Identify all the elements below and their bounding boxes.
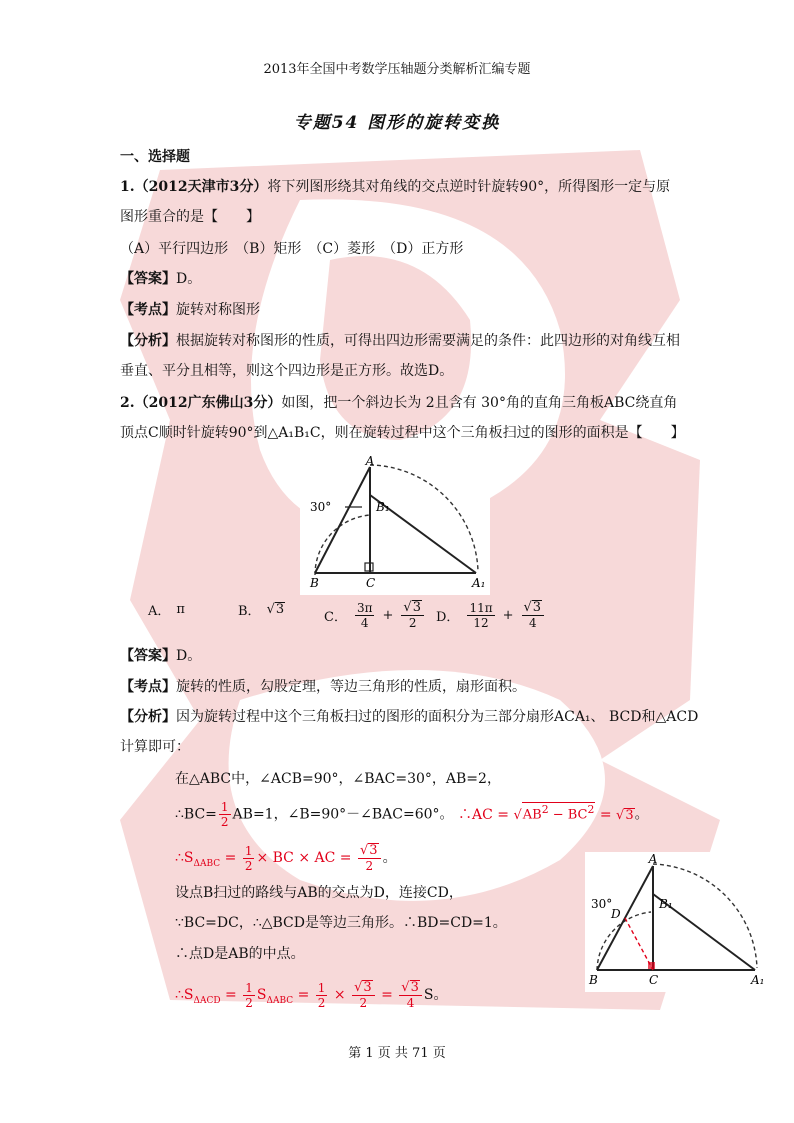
q2-option-a: A． π — [148, 602, 185, 619]
q2-option-b: B． √3 — [238, 602, 285, 619]
solution-step6: ∴点D是AB的中点。 — [175, 946, 305, 962]
q2-line1: 2.（2012广东佛山3分）如图，把一个斜边长为 2且含有 30°角的直角三角板ABC绕直角 — [120, 395, 678, 411]
solution-step4: 设点B扫过的路线与AB的交点为D，连接CD， — [175, 885, 463, 901]
label-angle: 30° — [310, 500, 332, 514]
fig2-label-B: B — [589, 973, 598, 987]
solution-step2: ∴BC= $\frac{1}{2}$ AB=1，∠B=90°－∠BAC=60°。 ∴AC = $√AB^2 - BC^2 = √3$。 — [175, 800, 649, 829]
label-B: B — [310, 576, 319, 590]
rotation-figure — [300, 455, 490, 595]
q2-kaodian: 【考点】旋转的性质，勾股定理，等边三角形的性质，扇形面积。 — [120, 679, 526, 695]
label-A: A — [365, 455, 375, 468]
section-heading: 一、选择题 — [120, 149, 190, 165]
q1-fenxi2: 垂直、平分且相等，则这个四边形是正方形。故选D。 — [120, 363, 454, 379]
label-A1: A₁ — [472, 576, 486, 590]
q2-option-c: C． $\frac{3\pi}{4}$ + $\frac{√3}{2}$ — [324, 600, 426, 630]
solution-step1: 在△ABC中，∠ACB=90°，∠BAC=30°，AB=2， — [175, 771, 501, 787]
label-C: C — [366, 576, 376, 590]
q2-answer: 【答案】D。 — [120, 648, 202, 664]
solution-figure — [585, 852, 770, 992]
fig2-label-C: C — [649, 973, 659, 987]
q2-fenxi1: 【分析】因为旋转过程中这个三角板扫过的图形的面积分为三部分扇形ACA₁、 BCD和△ACD — [120, 709, 699, 725]
q1-fenxi1: 【分析】根据旋转对称图形的性质，可得出四边形需要满足的条件：此四边形的对角线互相 — [120, 333, 680, 349]
solution-step5: ∵BC=DC，∴△BCD是等边三角形。∴BD=CD=1。 — [175, 915, 507, 931]
q2-line2: 顶点C顺时针旋转90°到△A₁B₁C，则在旋转过程中这个三角板扫过的图形的面积是【 】 — [120, 425, 685, 441]
q1-answer: 【答案】D。 — [120, 271, 202, 287]
label-B1: B₁ — [376, 500, 390, 514]
q1-kaodian: 【考点】旋转对称图形 — [120, 302, 260, 318]
fig2-label-D: D — [611, 907, 621, 921]
q1-line2: 图形重合的是【 】 — [120, 209, 260, 225]
fig2-label-B1: B₁ — [659, 897, 673, 911]
q2-fenxi2: 计算即可： — [120, 739, 190, 755]
fig2-label-A: A — [648, 852, 658, 866]
running-header: 2013年全国中考数学压轴题分类解析汇编专题 — [263, 62, 531, 77]
fig2-label-angle: 30° — [591, 897, 613, 911]
solution-step3: $\therefore S_{\Delta ABC}$ = $\frac{1}{2}$ × BC × AC = $\frac{√3}{2}$ 。 — [175, 843, 397, 873]
page-footer: 第 1 页 共 71 页 — [348, 1046, 446, 1061]
q1-options: （A）平行四边形 （B）矩形 （C）菱形 （D）正方形 — [120, 241, 464, 257]
q1-line1: 1.（2012天津市3分）将下列图形绕其对角线的交点逆时针旋转90°，所得图形一定与原 — [120, 179, 671, 195]
q2-option-d: D． $\frac{11\pi}{12}$ + $\frac{√3}{4}$ — [436, 600, 546, 630]
page-title: 专题54 图形的旋转变换 — [293, 113, 501, 133]
fig2-label-A1: A₁ — [751, 973, 765, 987]
solution-step7: $\therefore S_{\Delta ACD}$ = $\frac{1}{2}$ $S_{\Delta ABC}$ = $\frac{1}{2}$ × $\frac{√3}{2}$ = $\frac{√3}{4}$ S。 — [175, 980, 448, 1010]
